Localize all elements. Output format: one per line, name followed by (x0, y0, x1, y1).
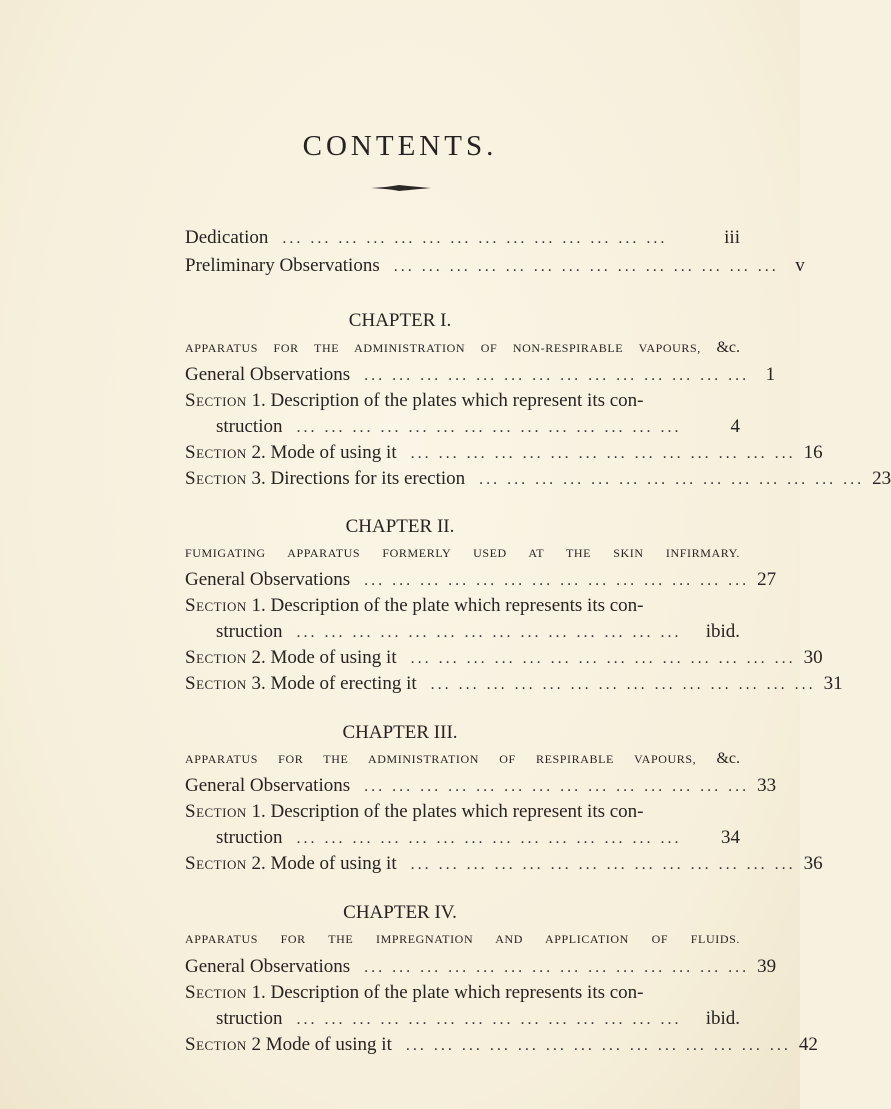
chapter-heading: CHAPTER IV. (343, 902, 457, 923)
dot-leader: ... ... ... ... ... ... ... ... ... ... ... ... ... ... (296, 624, 682, 641)
section-word: Section (185, 442, 247, 463)
entry-label: General Observations (185, 775, 351, 796)
entry-page: iii (724, 227, 740, 248)
entry-page: 33 (757, 775, 777, 796)
entry-label: General Observations (185, 569, 351, 590)
chapter-subtitle: APPARATUS FOR THE IMPREGNATION AND APPLICATION OF FLUIDS. (185, 932, 740, 946)
entry-label-wrap (185, 1030, 392, 1060)
section-word: Section (185, 982, 247, 1003)
entry-label: 2. Mode of using it (251, 647, 397, 668)
entry-label: General Observations (185, 364, 351, 385)
dot-leader: ... ... ... ... ... ... ... ... ... ... ... ... ... ... (405, 1037, 791, 1054)
contents-title: CONTENTS. (302, 130, 498, 162)
entry-label: 2. Mode of using it (251, 442, 397, 463)
dot-leader: ... ... ... ... ... ... ... ... ... ... ... ... ... ... (364, 959, 750, 976)
chapter-heading: CHAPTER III. (342, 722, 458, 743)
dot-leader: ... ... ... ... ... ... ... ... ... ... ... ... ... ... (296, 419, 682, 436)
entry-continuation: struction (216, 416, 283, 437)
section-word: Section (185, 1034, 247, 1055)
entry-label: 2. Mode of using it (251, 853, 397, 874)
dot-leader: ... ... ... ... ... ... ... ... ... ... ... ... ... ... (296, 1011, 682, 1028)
toc-entry[interactable] (185, 849, 823, 879)
chapter-subtitle: APPARATUS FOR THE ADMINISTRATION OF RESPIRABLE VAPOURS, &c. (185, 750, 740, 767)
entry-label: 1. Description of the plates which represent its con- (251, 801, 644, 822)
dot-leader: ... ... ... ... ... ... ... ... ... ... ... ... ... ... (296, 830, 682, 847)
entry-page: 30 (803, 647, 823, 668)
entry-continuation: struction (216, 827, 283, 848)
entry-page: 16 (803, 442, 823, 463)
entry-page: 42 (798, 1034, 818, 1055)
entry-label: 2 Mode of using it (251, 1034, 392, 1055)
dot-leader: ... ... ... ... ... ... ... ... ... ... ... ... ... ... (393, 258, 779, 275)
section-word: Section (185, 468, 247, 489)
entry-page: v (795, 255, 805, 276)
entry-page: 23 (872, 468, 891, 489)
dot-leader: ... ... ... ... ... ... ... ... ... ... ... ... ... ... (364, 778, 750, 795)
toc-entry-preliminary-observations[interactable] (185, 251, 805, 281)
entry-page: ibid. (705, 621, 740, 642)
entry-continuation: struction (216, 621, 283, 642)
toc-entry[interactable] (185, 669, 843, 699)
entry-label: General Observations (185, 956, 351, 977)
divider-ornament (369, 184, 433, 192)
chapter-subtitle: FUMIGATING APPARATUS FORMERLY USED AT THE SKIN INFIRMARY. (185, 546, 740, 560)
section-word: Section (185, 595, 247, 616)
entry-label: 3. Directions for its erection (251, 468, 466, 489)
dot-leader: ... ... ... ... ... ... ... ... ... ... ... ... ... ... (430, 676, 816, 693)
entry-page: 39 (757, 956, 777, 977)
entry-page: ibid. (705, 1008, 740, 1029)
section-word: Section (185, 801, 247, 822)
entry-label-wrap (185, 464, 465, 494)
section-word: Section (185, 853, 247, 874)
entry-page: 36 (803, 853, 823, 874)
dot-leader: ... ... ... ... ... ... ... ... ... ... ... ... ... ... (364, 572, 750, 589)
entry-label-wrap (185, 669, 417, 699)
entry-page: 1 (765, 364, 776, 385)
entry-label: 1. Description of the plates which represent its con- (251, 390, 644, 411)
dot-leader: ... ... ... ... ... ... ... ... ... ... ... ... ... ... (410, 445, 796, 462)
chapter-heading: CHAPTER II. (345, 516, 455, 537)
dot-leader: ... ... ... ... ... ... ... ... ... ... ... ... ... ... (364, 367, 750, 384)
entry-continuation: struction (216, 1008, 283, 1029)
entry-label-wrap (185, 849, 397, 879)
entry-label: Dedication (185, 227, 269, 248)
entry-label: 3. Mode of erecting it (251, 673, 417, 694)
chapter-heading: CHAPTER I. (348, 310, 452, 331)
section-word: Section (185, 647, 247, 668)
dot-leader: ... ... ... ... ... ... ... ... ... ... ... ... ... ... (410, 650, 796, 667)
section-word: Section (185, 390, 247, 411)
entry-page: 34 (721, 827, 740, 848)
entry-label: 1. Description of the plate which represents its con- (251, 595, 644, 616)
entry-page: 31 (823, 673, 843, 694)
dot-leader: ... ... ... ... ... ... ... ... ... ... ... ... ... ... (282, 230, 668, 247)
chapter-subtitle: APPARATUS FOR THE ADMINISTRATION OF NON-RESPIRABLE VAPOURS, &c. (185, 339, 740, 356)
dot-leader: ... ... ... ... ... ... ... ... ... ... ... ... ... ... (410, 856, 796, 873)
entry-label: 1. Description of the plate which represents its con- (251, 982, 644, 1003)
toc-entry[interactable] (185, 464, 891, 494)
entry-label: Preliminary Observations (185, 255, 380, 276)
entry-page: 27 (757, 569, 777, 590)
toc-entry[interactable] (185, 1030, 818, 1060)
entry-page: 4 (730, 416, 740, 437)
dot-leader: ... ... ... ... ... ... ... ... ... ... ... ... ... ... (479, 471, 865, 488)
toc-entry-dedication[interactable] (185, 223, 740, 253)
section-word: Section (185, 673, 247, 694)
